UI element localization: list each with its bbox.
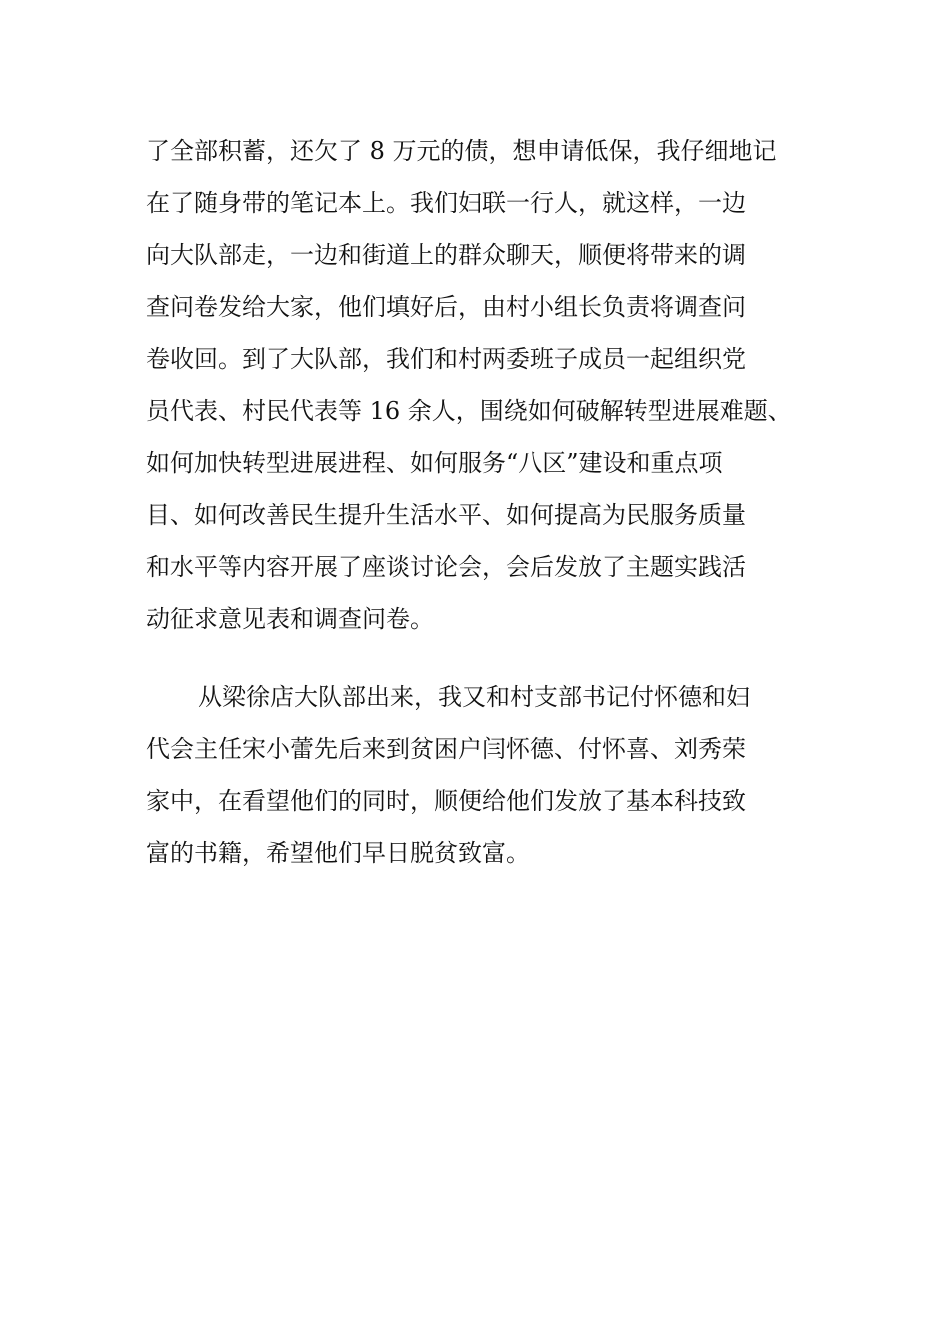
paragraph-line: 卷收回。到了大队部，我们和村两委班子成员一起组织党 <box>146 345 746 373</box>
paragraph-line: 查问卷发给大家，他们填好后，由村小组长负责将调查问 <box>146 293 746 321</box>
paragraph-line: 向大队部走，一边和街道上的群众聊天，顺便将带来的调 <box>146 241 746 269</box>
paragraph-line: 动征求意见表和调查问卷。 <box>146 605 434 633</box>
paragraph-1 <box>146 125 826 645</box>
paragraph-line: 了全部积蓄，还欠了 8 万元的债，想申请低保，我仔细地记 <box>146 137 777 165</box>
paragraph-line: 和水平等内容开展了座谈讨论会，会后发放了主题实践活 <box>146 553 746 581</box>
paragraph-line: 代会主任宋小蕾先后来到贫困户闫怀德、付怀喜、刘秀荣 <box>146 735 746 763</box>
paragraph-line: 员代表、村民代表等 16 余人，围绕如何破解转型进展难题、 <box>146 397 792 425</box>
paragraph-line: 如何加快转型进展进程、如何服务“八区”建设和重点项 <box>146 449 723 477</box>
paragraph-line: 从梁徐店大队部出来，我又和村支部书记付怀德和妇 <box>198 683 750 711</box>
paragraph-line: 家中，在看望他们的同时，顺便给他们发放了基本科技致 <box>146 787 746 815</box>
paragraph-line: 富的书籍，希望他们早日脱贫致富。 <box>146 839 530 867</box>
paragraph-line: 在了随身带的笔记本上。我们妇联一行人，就这样，一边 <box>146 189 746 217</box>
paragraph-line: 目、如何改善民生提升生活水平、如何提高为民服务质量 <box>146 501 746 529</box>
paragraph-2 <box>146 671 826 879</box>
